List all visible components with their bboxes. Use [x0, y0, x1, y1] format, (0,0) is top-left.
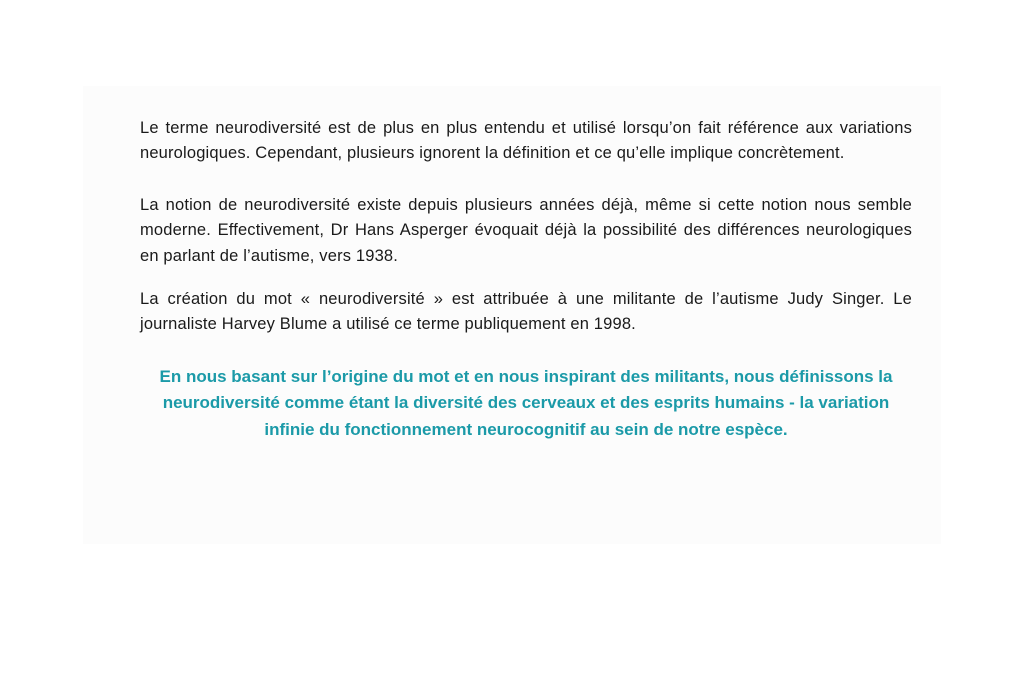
highlight-definition: En nous basant sur l’origine du mot et en nous inspirant des militants, nous définissons la neurodiversité comme étant la diversité des cerveaux et des esprits humains - la variation infinie du fonctionnement neurocognitif au sein de notre espèce.: [159, 366, 893, 439]
paragraph-1: Le terme neurodiversité est de plus en plus entendu et utilisé lorsqu’on fait référence aux variations neurologiques. Cependant, plusieurs ignorent la définition et ce qu’elle implique concrètement.: [140, 119, 912, 163]
paragraph-3: La création du mot « neurodiversité » est attribuée à une militante de l’autisme Judy Singer. Le journaliste Harvey Blume a utilisé ce terme publiquement en 1998.: [140, 290, 912, 334]
content-panel: [83, 86, 941, 544]
paragraph-spacer: [140, 185, 912, 193]
paragraph-2: La notion de neurodiversité existe depuis plusieurs années déjà, même si cette notion nous semble moderne. Effectivement, Dr Hans Asperger évoquait déjà la possibilité des différences neurologiques en parlant de l’autisme, vers 1938.: [140, 195, 912, 265]
text-block: [140, 116, 912, 443]
